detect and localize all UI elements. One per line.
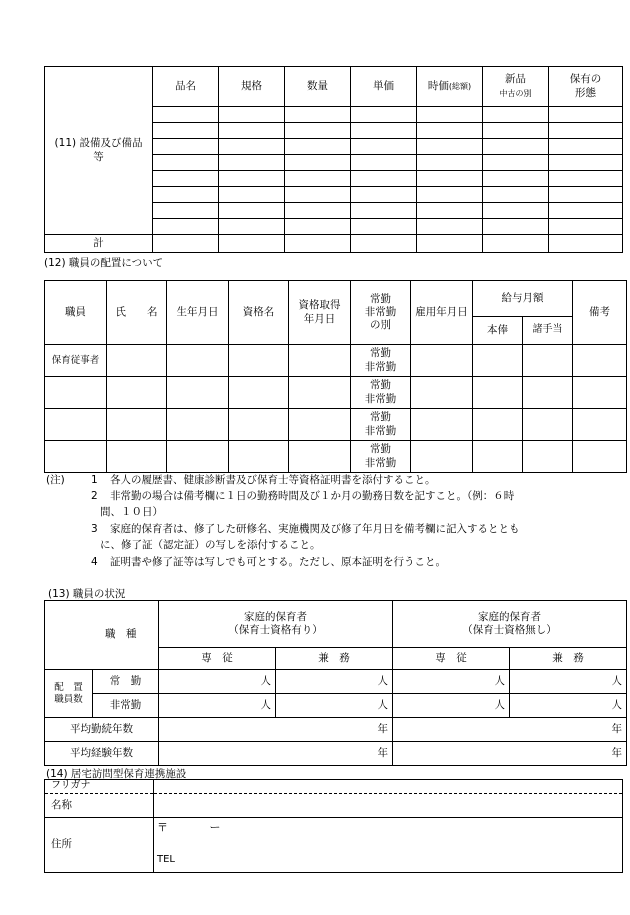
- col-ownership: 保有の 形態: [549, 67, 623, 107]
- equipment-total-label: 計: [45, 235, 153, 253]
- row-fulltime: 常 勤: [93, 670, 159, 694]
- name-field[interactable]: [154, 794, 623, 818]
- col-birth-date: 生年月日: [167, 281, 229, 345]
- col-dedicated-1: 専 従: [159, 648, 276, 670]
- equipment-label: (11) 設備及び備品 等: [45, 67, 153, 235]
- col-base-salary: 本俸: [473, 317, 523, 345]
- col-new-used: 新品 中古の別: [483, 67, 549, 107]
- col-item-name: 品名: [153, 67, 219, 107]
- note-1: 各人の履歴書、健康診断書及び保育士等資格証明書を添付すること。: [110, 474, 436, 486]
- col-concurrent-1: 兼 務: [276, 648, 393, 670]
- note-2: 非常勤の場合は備考欄に１日の勤務時間及び１か月の勤務日数を記すこと。（例：６時: [110, 490, 515, 502]
- staff-placement-title: (12) 職員の配置について: [44, 257, 164, 269]
- col-qualification: 資格名: [229, 281, 289, 345]
- name-label: 名称: [45, 794, 154, 818]
- note-3: 家庭的保育者は、修了した研修名、実施機関及び修了年月日を備考欄に記入するととも: [110, 523, 520, 535]
- postal-mark: 〒: [157, 821, 168, 834]
- col-concurrent-2: 兼 務: [510, 648, 627, 670]
- col-spec: 規格: [219, 67, 285, 107]
- address-field[interactable]: [154, 818, 623, 873]
- col-market-value: 時価(総額): [417, 67, 483, 107]
- row-parttime: 非常勤: [93, 694, 159, 718]
- col-role: 職員: [45, 281, 107, 345]
- col-remarks: 備考: [573, 281, 627, 345]
- furigana-label: フリガナ: [45, 780, 154, 794]
- table-row: 常勤 非常勤: [45, 441, 627, 473]
- postal-dash: ー: [209, 821, 221, 834]
- avg-service-label: 平均勤続年数: [45, 718, 159, 742]
- group-unqualified: 家庭的保育者 （保育士資格無し）: [393, 601, 627, 648]
- address-label: 住所: [45, 818, 154, 873]
- col-dedicated-2: 専 従: [393, 648, 510, 670]
- equipment-table: [44, 66, 623, 253]
- staff-status-title: (13) 職員の状況: [48, 588, 126, 600]
- job-type-label: 職 種: [105, 628, 137, 641]
- avg-experience-label: 平均経験年数: [45, 742, 159, 766]
- note-4: 証明書や修了証等は写しでも可とする。ただし、原本証明を行うこと。: [110, 556, 446, 568]
- notes-prefix: (注): [46, 474, 65, 486]
- allocation-label: 配 置 職員数: [45, 670, 93, 718]
- col-salary: 給与月額: [473, 281, 573, 317]
- col-qualification-date: 資格取得 年月日: [289, 281, 351, 345]
- col-allowance: 諸手当: [523, 317, 573, 345]
- table-row: 保育従事者 常勤 非常勤: [45, 345, 627, 377]
- table-row: 常勤 非常勤: [45, 409, 627, 441]
- col-hire-date: 雇用年月日: [411, 281, 473, 345]
- col-quantity: 数量: [285, 67, 351, 107]
- staff-placement-table: [44, 280, 627, 473]
- facility-table: [44, 779, 623, 873]
- col-name: 氏 名: [107, 281, 167, 345]
- notes: (注) 1 各人の履歴書、健康診断書及び保育士等資格証明書を添付すること。 2 非常勤の場合は備考欄に１日の勤務時間及び１か月の勤務日数を記すこと。（例：６時 間、１０日） 3 家庭的保育者は、修了した研修名、実施機関及び修了年月日を備考欄に記入するととも に、修了証（認定証）の写しを添付すること。 4 証明書や修了証等は写しでも可とする。ただし、原本証明を行うこと。: [46, 474, 520, 568]
- col-fulltime-parttime: 常勤 非常勤 の別: [351, 281, 411, 345]
- table-row: 常勤 非常勤: [45, 377, 627, 409]
- col-unit-price: 単価: [351, 67, 417, 107]
- group-qualified: 家庭的保育者 （保育士資格有り）: [159, 601, 393, 648]
- staff-status-table: 職 種 家庭的保育者 （保育士資格有り） 家庭的保育者 （保育士資格無し） 専 従 兼 務 専 従 兼 務 配 置 職員数 常 勤 人 人 人 人 非常勤 人 人 人 人 平均勤続年数 年 年 平均経験年数 年 年: [44, 600, 627, 766]
- facility-title: (14) 居宅訪問型保育連携施設: [46, 768, 187, 780]
- tel-label: TEL: [157, 854, 175, 865]
